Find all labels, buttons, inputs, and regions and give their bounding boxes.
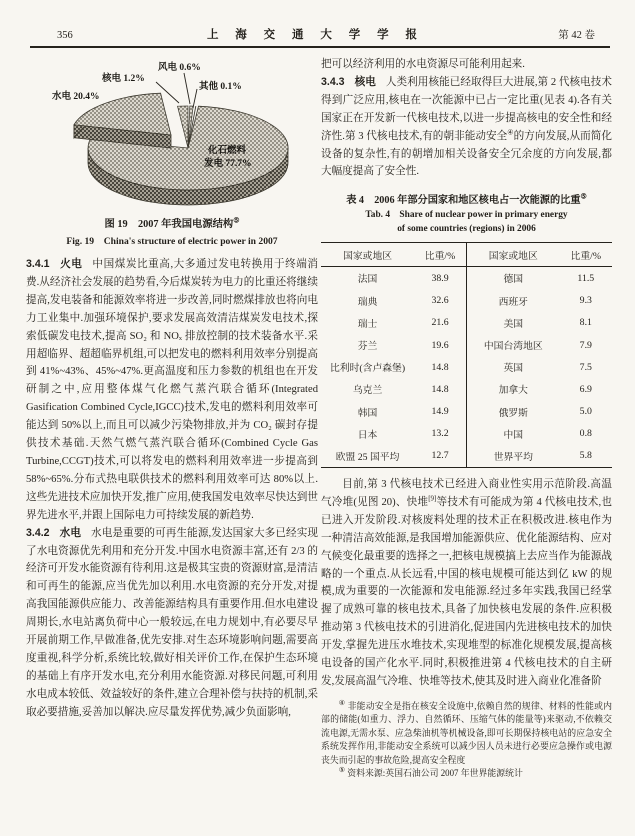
section-title: 核电: [354, 76, 376, 88]
table-cell: 14.8: [414, 356, 466, 378]
header-rule: [30, 46, 610, 48]
table-cell: 西班牙: [498, 296, 528, 308]
table-cell: 9.3: [579, 295, 592, 307]
table-row: [321, 445, 612, 468]
table-title-en-1: Tab. 4 Share of nuclear power in primary energy: [365, 210, 568, 221]
footnote-ref-4: ④: [507, 128, 514, 137]
table-cell: 美国: [503, 318, 524, 330]
table-cell: 5.0: [579, 406, 592, 418]
table-cell: 瑞典: [357, 296, 378, 308]
figure-caption: [26, 215, 318, 247]
table-cell: 5.8: [579, 450, 592, 462]
pie-label-fossil-1: 化石燃料: [208, 146, 247, 156]
pie-slice-nuclear: [178, 106, 189, 148]
table-cell: 世界平均: [493, 451, 533, 463]
footnote-5-mark: ⑤: [338, 765, 346, 774]
footnote-4: [321, 700, 612, 767]
table-header-cell: 国家或地区: [466, 243, 559, 267]
table-cell: 日本: [357, 429, 378, 441]
table-row: [321, 312, 612, 334]
pie-label-wind: 风电 0.6%: [158, 63, 201, 73]
section-title: 火电: [59, 259, 83, 270]
table-header-row: [321, 243, 612, 267]
table-cell: 俄罗斯: [498, 407, 528, 419]
pie-label-other: 其他 0.1%: [199, 82, 242, 92]
table-title-cn: [321, 191, 612, 206]
figure-caption-cn: [26, 215, 318, 230]
table-header-cell: 比重/%: [414, 243, 466, 267]
table-cell: 6.9: [579, 383, 592, 395]
figure-caption-note: ⑤: [233, 216, 240, 225]
table-cell: 14.8: [414, 378, 466, 400]
volume-label: 第 42 卷: [558, 30, 595, 41]
paragraph-after-table: [321, 476, 612, 691]
figure-caption-cn-text: 图 19 2007 年我国电源结构: [104, 219, 234, 230]
citation-ref-9: [9]: [428, 494, 437, 503]
section-3-4-2-text: 水电是重要的可再生能源,发达国家大多已经实现了水电资源优先利用和充分开发.中国水电资源丰富,还有 2/3 的经济可开发水能资源有待利用.这是极其宝贵的资源财富,是清洁和可再生的能源,应当优先加以利用.水电资源的充分开发,对提高我国能源供应能力、改善能源结构具有重要作用.但水电建设周期长,水电站离负荷中心一般较远,在电力规划中,有必要尽早开展前期工作,早做准备,优先安排.对生态环境影响问题,需要高度重视,科学分析,系统比较,做好相关评价工作,在保护生态环境的基础上有序开发水电,充分利用水能资源.对移民问题,可利用水电成本较低、效益较好的条件,建立合理补偿与扶持的机制,采取必要措施,妥善加以解决.应尽量发挥优势,减少负面影响,: [26, 527, 318, 718]
footnote-4-mark: ④: [338, 698, 346, 707]
table-row: [321, 378, 612, 400]
table-cell: 8.1: [579, 317, 592, 329]
section-3-4-3-text-1: 人类利用核能已经取得巨大进展,第 2 代核电技术得到广泛应用,核电在一次能源中已占一定比重(见表 4).各有关国家正在开发新一代核电技术,以进一步提高核电的安全性和经济性.第 3 代核电技术,有的朝非能动安全: [321, 76, 612, 142]
section-number: 3.4.3: [321, 75, 345, 88]
table-cell: 乌克兰: [352, 385, 383, 397]
table-cell: 7.9: [579, 339, 592, 351]
section-3-4-2: [26, 525, 318, 722]
table-cell: 12.7: [414, 445, 466, 468]
table-cell: 38.9: [414, 267, 466, 290]
pie-chart: [26, 56, 318, 208]
table-cell: 0.8: [579, 428, 592, 440]
page-header: [57, 26, 595, 44]
pie-label-fossil-2: 发电 77.7%: [204, 159, 252, 169]
leader-line-other: [193, 89, 197, 108]
section-title: 水电: [59, 527, 82, 539]
table-cell: 瑞士: [357, 318, 378, 330]
table-cell: 英国: [503, 363, 524, 375]
nuclear-share-table: [321, 242, 612, 468]
table-cell: 11.5: [577, 272, 595, 284]
pie-label-hydro: 水电 20.4%: [52, 92, 100, 102]
table-row: [321, 334, 612, 356]
after-table-text-2: 等技术有可能成为第 4 代核电技术,也已进入开发阶段.对核废料处理的技术正在积极改进.核电作为一种清洁高效能源,是我国增加能源供应、优化能源结构、应对气候变化最重要的选择之一,把核电规模搞上去应当作为能源战略的一个重点.从长远看,中国的核电规模可能达到亿 kW 的规模,成为重要的一次能源和发电能源.经过多年实践,我国已经掌握了成熟可靠的核电技术,具备了加快核电发展的条件.应积极推动第 3 代核电技术的引进消化,促进国内先进核电技术的加快开发,掌握先进压水堆技术,实现堆型的标准化规模发展,提高核电设备的国产化水平.同时,积极推进第 4 代核电技术的自主研发,发展高温气冷堆、快堆等技术,使其及时进入商业化准备阶: [321, 496, 612, 687]
section-3-4-1-text: 中国煤炭比重高,大多通过发电转换用于终端消费.从经济社会发展的趋势看,今后煤炭转为电力的比重还将继续提高,发电装备和能源效率将进一步改善,同时燃煤排放也将向电力工业集中.加强环境保护,要求发展高效清洁煤炭发电技术,探索低碳发电技术,提高 SO₂ 和 NOₓ 排放控制的技术装备水平.采用超临界、超超临界机组,可以把发电的燃料利用效率分别提高到 41%~43%、45%~47%.更高温度和压力参数的机组也在开发研制之中,应用整体煤气化燃气蒸汽联合循环(Integrated Gasification Combined Cycle,IGCC)技术,发电的燃料利用效率可能达到 50%以上,而且可以减少污染物排放,并为 CO₂ 碳封存提供技术基础.天然气燃气蒸汽联合循环(Combined Cycle Gas Turbine,CCGT)技术,可以将发电的燃料利用效率进一步提高到 58%~65%.分布式热电联供技术的燃料利用效率可达 80%以上.这些先进技术应加快开发,推广应用,使我国发电效率尽快达到世界先进水平,并跟上国际电力可持续发展的新趋势.: [26, 259, 319, 521]
section-number: 3.4.1: [26, 258, 50, 270]
table-cell: 7.5: [579, 361, 592, 373]
paragraph-continuation: 把可以经济利用的水电资源尽可能利用起来.: [321, 59, 525, 70]
page-number: 356: [57, 30, 73, 41]
table-header-cell: 比重/%: [560, 243, 612, 267]
after-table-text-1: 目前,第 3 代核电技术已经进入商业性实用示范阶段.高温气冷堆(见图 20)、快堆: [321, 479, 612, 508]
right-column: [321, 56, 612, 780]
table-row: [321, 290, 612, 312]
table-title-note: ⑤: [580, 192, 587, 201]
left-column: [26, 56, 318, 722]
footnotes: [321, 700, 612, 780]
table-cell: 21.6: [414, 312, 466, 334]
table-4: [321, 191, 612, 468]
table-cell: 德国: [503, 274, 524, 286]
table-cell: 加拿大: [498, 385, 528, 397]
footnote-4-text: 非能动安全是指在核安全设施中,依赖自然的规律、材料的性能或内部的储能(如重力、浮力、自然循环、压缩气体的能量等)来驱动,不依赖交流电源,无需水泵、应急柴油机等机械设备,即可长期保持核电站的应急安全系统发挥作用,非能动安全系统可以减少因人员未进行必要应急操作或电源丧失而引起的事故危险,提高安全程度: [321, 700, 613, 765]
table-row: [321, 423, 612, 445]
table-cell: 韩国: [357, 407, 378, 419]
table-cell: 芬兰: [357, 341, 378, 352]
section-3-4-3: [321, 74, 612, 181]
figure-19: [26, 56, 318, 247]
table-cell: 比利时(含卢森堡): [330, 363, 406, 375]
figure-caption-en: Fig. 19 China's structure of electric power in 2007: [66, 236, 278, 247]
section-3-4-1: [26, 256, 318, 525]
footnote-5-text: 资料来源:英国石油公司 2007 年世界能源统计: [347, 767, 523, 778]
table-row: [321, 356, 612, 378]
journal-title: 上 海 交 通 大 学 学 报: [206, 29, 425, 41]
table-cell: 法国: [357, 274, 378, 286]
section-3-4-3-text-2: 的方向发展,从而简化设备的复杂性,有的朝增加相关设备安全冗余度的方向发展,都大幅度提高了安全性.: [321, 130, 612, 178]
table-row: [321, 267, 612, 290]
table-cell: 中国: [503, 429, 524, 441]
section-number: 3.4.2: [26, 526, 50, 539]
leader-line-wind: [184, 73, 190, 104]
table-title-en-2: of some countries (regions) in 2006: [397, 223, 536, 234]
pie-label-nuclear: 核电 1.2%: [102, 74, 145, 84]
table-cell: 32.6: [414, 290, 466, 312]
footnote-5: [321, 767, 612, 780]
table-cell: 14.9: [414, 400, 466, 422]
table-cell: 13.2: [414, 423, 466, 445]
table-cell: 中国台湾地区: [483, 341, 543, 352]
table-row: [321, 400, 612, 422]
table-cell: 19.6: [414, 334, 466, 356]
table-title-cn-text: 表 4 2006 年部分国家和地区核电占一次能源的比重: [346, 195, 581, 207]
table-cell: 欧盟 25 国平均: [335, 451, 400, 463]
table-header-cell: 国家或地区: [321, 243, 414, 267]
